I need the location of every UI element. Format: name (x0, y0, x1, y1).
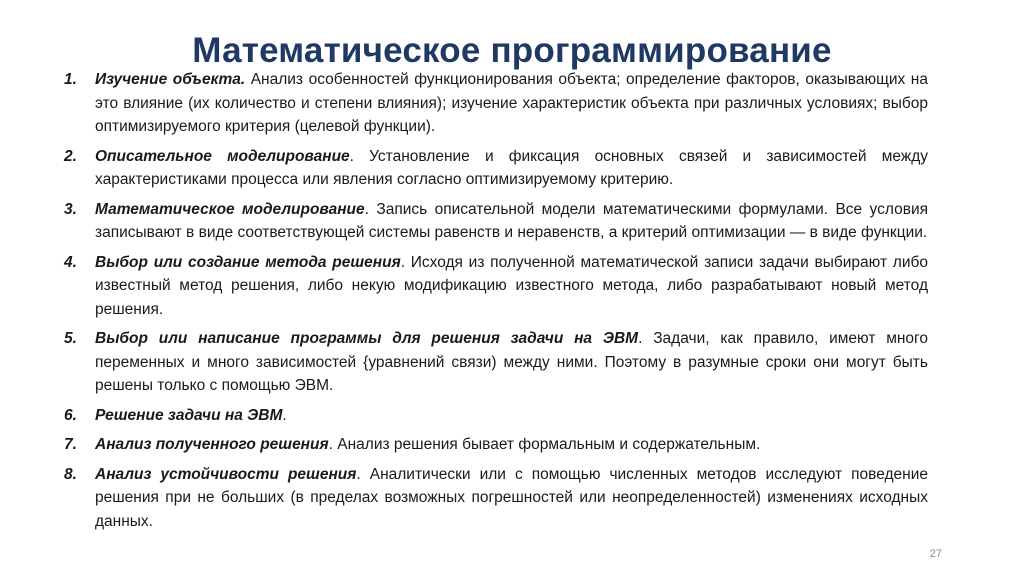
page-number: 27 (929, 548, 942, 560)
item-text: . Аналитически или с помощью численных методов исследуют поведение решения при не больших (в пределах возможных погрешностей или неопределенностей) изменениях исходных данных. (95, 465, 928, 530)
item-text: . Задачи, как правило, имеют много переменных и много зависимостей {уравнений связи) между ними. Поэтому в разумные сроки они могут быть решены только с помощью ЭВМ. (95, 330, 928, 394)
list-item (64, 404, 928, 428)
item-number: 6. (64, 406, 77, 424)
page-title: Математическое программирование (192, 31, 832, 71)
item-term: Анализ полученного решения (95, 436, 329, 453)
item-number: 3. (64, 200, 77, 218)
item-term: Изучение объекта. (95, 71, 246, 88)
list-item (64, 68, 928, 139)
item-body (95, 198, 928, 245)
item-body (95, 145, 928, 192)
item-number: 2. (64, 147, 77, 165)
item-text: . (282, 406, 287, 424)
list-item (64, 198, 928, 245)
list-item (64, 251, 928, 322)
item-body (95, 251, 928, 322)
item-text: . Запись описательной модели математическими формулами. Все условия записывают в виде соответствующей системы равенств и неравенств, а критерий оптимизации — в виде функции. (95, 200, 929, 241)
item-term: Описательное моделирование (95, 147, 350, 165)
item-body (95, 327, 928, 398)
item-term: Выбор или создание метода решения (95, 253, 401, 271)
list-item (64, 145, 928, 192)
step-list (64, 68, 928, 539)
item-number: 8. (64, 465, 77, 483)
item-number: 1. (64, 71, 77, 88)
item-term: Решение задачи на ЭВМ (95, 406, 283, 424)
item-term: Математическое моделирование (95, 200, 365, 218)
item-text: Анализ особенностей функционирования объекта; определение факторов, оказывающих на это влияние (их количество и степени влияния); изучение характеристик объекта при различных условиях; выбор оптимизируемого критерия (целевой функции). (95, 71, 928, 135)
item-term: Анализ устойчивости решения (95, 465, 357, 483)
item-text: . Исходя из полученной математической записи задачи выбирают либо известный метод решения, либо некую модификацию известного метода, либо разрабатывают новый метод решения. (95, 253, 928, 318)
item-number: 7. (64, 436, 77, 453)
item-number: 5. (64, 330, 77, 347)
item-term: Выбор или написание программы для решения задачи на ЭВМ (95, 330, 639, 347)
list-item (64, 463, 928, 534)
item-body (95, 404, 928, 428)
item-body (95, 463, 928, 534)
item-text: . Установление и фиксация основных связей и зависимостей между характеристиками процесса или явления согласно оптимизируемому критерию. (95, 147, 928, 188)
item-body (95, 68, 928, 139)
item-text: . Анализ решения бывает формальным и содержательным. (328, 436, 761, 453)
item-number: 4. (64, 253, 77, 271)
item-body (95, 433, 928, 457)
list-item (64, 327, 928, 398)
list-item (64, 433, 928, 457)
